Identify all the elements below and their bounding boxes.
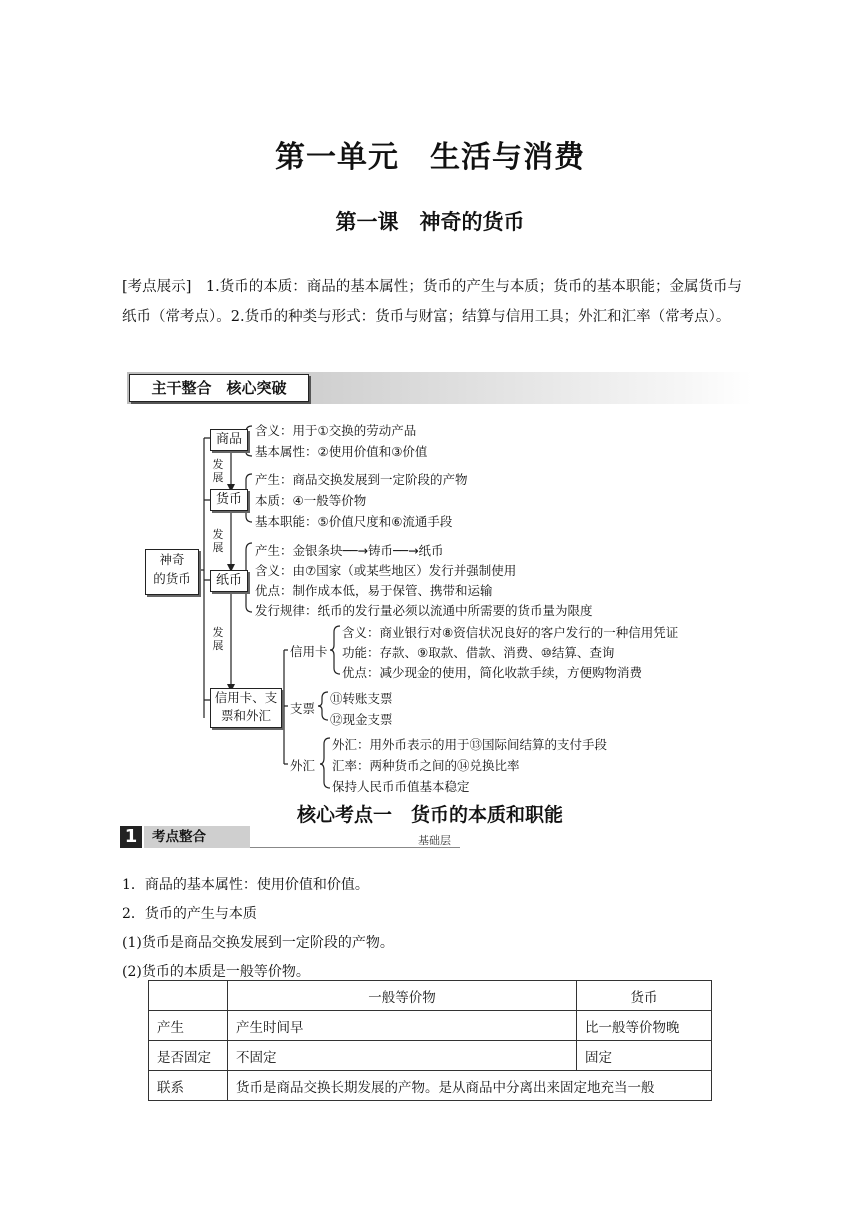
zhibi-item-4: 发行规律：纸币的发行量必须以流通中所需要的货币量为限度 (255, 603, 593, 618)
table-header-cell: 一般等价物 (228, 981, 577, 1011)
table-cell: 产生 (149, 1011, 228, 1041)
cheque-item-1: ⑪转账支票 (330, 691, 393, 706)
section-title: 核心考点一 货币的本质和职能 (296, 804, 563, 826)
table-row (149, 1041, 712, 1071)
body-line-4: (2)货币的本质是一般等价物。 (122, 964, 310, 980)
comparison-table (148, 980, 712, 1101)
xinyong-line-2: 票和外汇 (220, 708, 271, 723)
credit-card-label: 信用卡 (290, 644, 328, 659)
zhibi-item-1: 产生：金银条块──→铸币──→纸币 (255, 543, 444, 558)
credit-card-item-2: 功能：存款、⑨取款、借款、消费、⑩结算、查询 (342, 645, 615, 660)
xinyong-line-1: 信用卡、支 (214, 690, 278, 705)
huobi-item-2: 本质：④一般等价物 (255, 493, 367, 508)
node-zhibi: 纸币 (210, 570, 248, 592)
node-shangpin: 商品 (210, 429, 248, 451)
table-cell: 固定 (577, 1041, 712, 1071)
root-line-2: 的货币 (153, 571, 191, 586)
kaodian-bar (120, 826, 460, 848)
kaodian-label: 考点整合 (144, 826, 250, 848)
cheque-item-2: ⑫现金支票 (330, 712, 393, 727)
node-huobi: 货币 (210, 489, 248, 511)
table-cell: 货币是商品交换长期发展的产物。是从商品中分离出来固定地充当一般 (228, 1071, 712, 1101)
banner-label: 主干整合 核心突破 (129, 374, 309, 402)
table-row (149, 1011, 712, 1041)
table-cell: 产生时间早 (228, 1011, 577, 1041)
unit-title: 第一单元 生活与消费 (275, 140, 585, 175)
zhibi-item-2: 含义：由⑦国家（或某些地区）发行并强制使用 (255, 563, 517, 578)
develop-label-1: 发展 (212, 458, 224, 484)
credit-card-item-1: 含义：商业银行对⑧资信状况良好的客户发行的一种信用凭证 (342, 625, 679, 640)
kaodian-number: 1 (120, 826, 142, 848)
cheque-label: 支票 (290, 701, 316, 716)
root-line-1: 神奇 (159, 552, 185, 567)
node-xinyong (210, 688, 282, 728)
table-cell: 是否固定 (149, 1041, 228, 1071)
develop-label-3: 发展 (212, 626, 224, 652)
table-header-cell: 货币 (577, 981, 712, 1011)
body-line-3: (1)货币是商品交换发展到一定阶段的产物。 (122, 935, 394, 951)
credit-card-item-3: 优点：减少现金的使用，简化收款手续，方便购物消费 (342, 665, 643, 680)
table-row (149, 1071, 712, 1101)
shangpin-item-2: 基本属性：②使用价值和③价值 (255, 444, 428, 459)
table-cell: 不固定 (228, 1041, 577, 1071)
body-line-1: 1．商品的基本属性：使用价值和价值。 (122, 877, 369, 893)
forex-item-2: 汇率：两种货币之间的⑭兑换比率 (332, 758, 520, 773)
develop-label-2: 发展 (212, 528, 224, 554)
table-cell: 联系 (149, 1071, 228, 1101)
huobi-item-1: 产生：商品交换发展到一定阶段的产物 (255, 472, 468, 487)
body-line-2: 2．货币的产生与本质 (122, 906, 257, 922)
kaodian-level: 基础层 (418, 834, 451, 847)
forex-item-3: 保持人民币币值基本稳定 (332, 779, 470, 794)
table-header-row (149, 981, 712, 1011)
table-header-cell (149, 981, 228, 1011)
exam-points-intro: [考点展示] 1.货币的本质：商品的基本属性；货币的产生与本质；货币的基本职能；金属货币与纸币（常考点）。2.货币的种类与形式：货币与财富；结算与信用工具；外汇和汇率（常考点）。 (122, 279, 742, 325)
forex-item-1: 外汇：用外币表示的用于⑬国际间结算的支付手段 (332, 737, 608, 752)
huobi-item-3: 基本职能：⑤价值尺度和⑥流通手段 (255, 514, 453, 529)
zhibi-item-3: 优点：制作成本低，易于保管、携带和运输 (255, 583, 493, 598)
lesson-title: 第一课 神奇的货币 (335, 209, 525, 234)
forex-label: 外汇 (290, 758, 316, 773)
table-cell: 比一般等价物晚 (577, 1011, 712, 1041)
mindmap-root-box (145, 549, 199, 595)
shangpin-item-1: 含义：用于①交换的劳动产品 (255, 423, 417, 438)
